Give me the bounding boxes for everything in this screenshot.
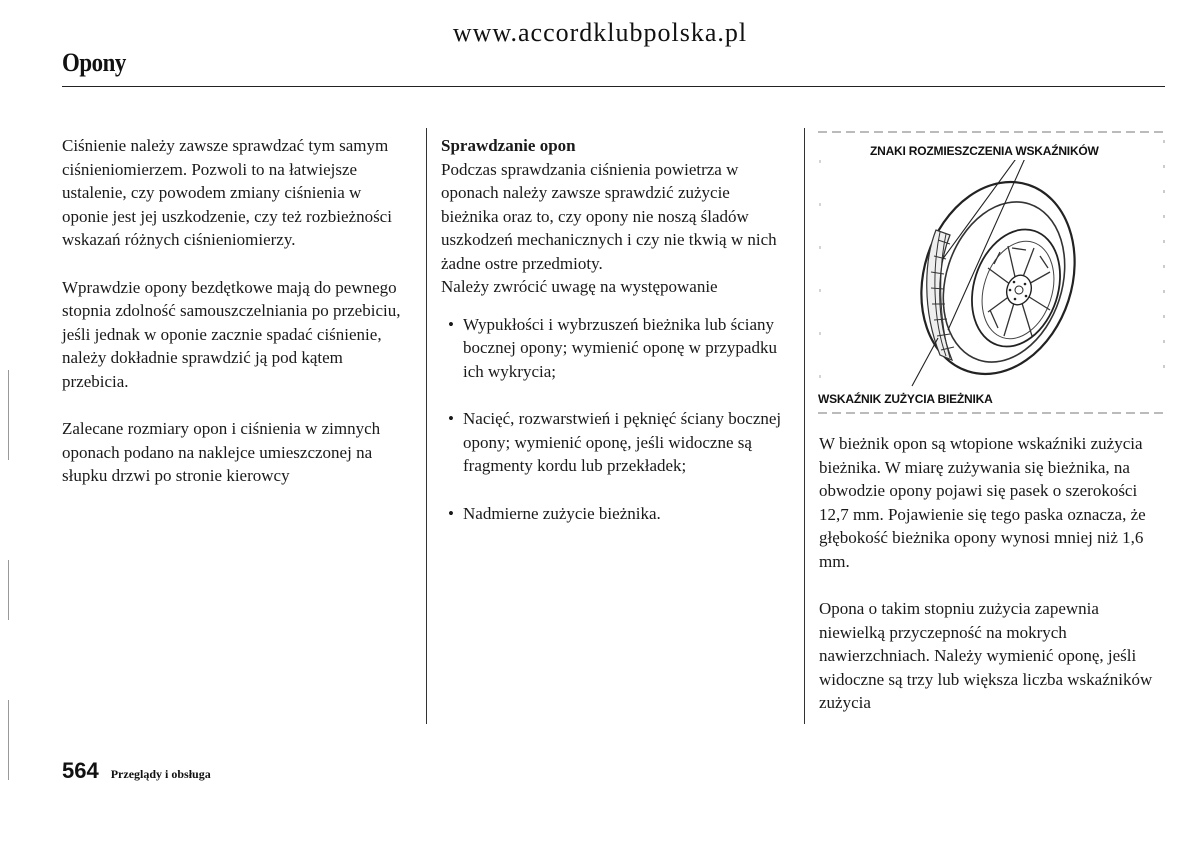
paragraph: Opona o takim stopniu zużycia zapewnia niewielką przyczepność na mokrych nawierzchniach. Należy wymienić oponę, jeśli widoczne są trzy lub większa liczba wskaźników zużycia [819, 599, 1153, 712]
tire-illustration-icon [900, 160, 1080, 390]
tire-figure [818, 130, 1166, 416]
scan-margin-mark [8, 370, 9, 460]
paragraph: W bieżnik opon są wtopione wskaźniki zużycia bieżnika. W miarę zużywania się bieżnika, na obwodzie opony pojawi się pasek o szerokości 12,7 mm. Pojawienie się tego paska oznacza, że głębokość bieżnika opony wynosi mniej niż 1,6 mm. [819, 434, 1146, 571]
site-url: www.accordklubpolska.pl [452, 18, 748, 47]
scan-margin-mark [8, 700, 9, 780]
list-item-text: Nacięć, rozwarstwień i pęknięć ściany bocznej opony; wymienić oponę, jeśli widoczne są fragmenty kordu lub przekładek; [463, 409, 782, 475]
column-divider [804, 128, 805, 724]
list-item [441, 313, 786, 384]
bullet-icon: • [448, 314, 454, 334]
figure-label-indicator-positions: ZNAKI ROZMIESZCZENIA WSKAŹNIKÓW [870, 144, 1099, 158]
bullet-icon: • [448, 503, 454, 523]
page-footer [62, 758, 211, 784]
list-item [441, 502, 786, 526]
list-item-text: Nadmierne zużycie bieżnika. [463, 503, 661, 523]
paragraph: Zalecane rozmiary opon i ciśnienia w zimnych oponach podano na naklejce umieszczonej na słupku drzwi po stronie kierowcy [62, 419, 381, 485]
column-divider [426, 128, 427, 724]
column-3 [819, 432, 1159, 739]
subheading-tire-check: Sprawdzanie opon [441, 136, 576, 155]
column-2 [441, 134, 786, 549]
column-1 [62, 134, 407, 512]
footer-section-label: Przeglądy i obsługa [110, 767, 211, 781]
intro-text: Należy zwrócić uwagę na występowanie [441, 277, 718, 296]
list-item [441, 407, 786, 478]
list-item-text: Wypukłości i wybrzuszeń bieżnika lub ściany bocznej opony; wymienić oponę w przypadku ich wykrycia; [463, 314, 777, 381]
bullet-list [441, 313, 786, 526]
figure-label-wear-indicator: WSKAŹNIK ZUŻYCIA BIEŻNIKA [818, 392, 993, 406]
page-number: 564 [62, 758, 99, 783]
intro-text: Podczas sprawdzania ciśnienia powietrza w oponach należy zawsze sprawdzić zużycie bieżnika oraz to, czy opony nie noszą śladów uszkodzeń mechanicznych i czy nie tkwią w nich żadne ostre przedmioty. [441, 159, 777, 273]
bullet-icon: • [448, 409, 454, 428]
paragraph: Ciśnienie należy zawsze sprawdzać tym samym ciśnieniomierzem. Pozwoli to na łatwiejsze ustalenie, czy powodem zmiany ciśnienia w oponie jest jej uszkodzenie, czy też rozbieżności wskazań różnych ciśnieniomierzy. [62, 136, 392, 249]
paragraph: Wprawdzie opony bezdętkowe mają do pewnego stopnia zdolność samouszczelniania po przebiciu, jeśli jednak w oponie zacznie spadać ciśnienie, należy dokładnie sprawdzić ją pod kątem przebicia. [62, 277, 401, 391]
scan-margin-mark [8, 560, 9, 620]
header-rule [62, 86, 1165, 87]
section-title: Opony [62, 48, 126, 77]
